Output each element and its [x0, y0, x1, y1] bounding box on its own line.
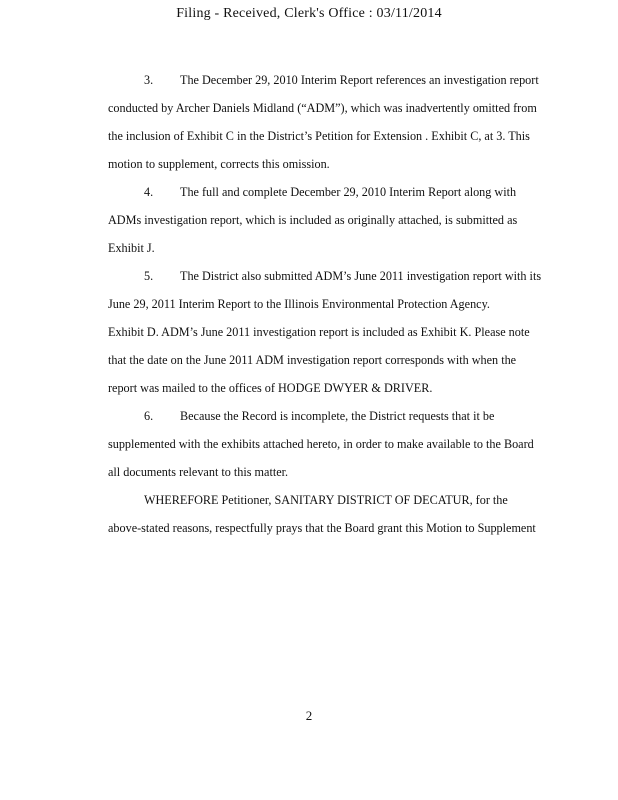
- wherefore-line: above-stated reasons, respectfully prays that the Board grant this Motion to Supplement: [108, 521, 536, 535]
- paragraph-line: supplemented with the exhibits attached hereto, in order to make available to the Board: [108, 437, 534, 451]
- paragraph-line: The full and complete December 29, 2010 Interim Report along with: [180, 185, 517, 199]
- paragraph-line: The District also submitted ADM’s June 2011 investigation report with its: [180, 269, 542, 283]
- paragraph-number: 3.: [144, 73, 154, 87]
- paragraph-number: 5.: [144, 269, 154, 283]
- paragraph-line: Exhibit D. ADM’s June 2011 investigation report is included as Exhibit K. Please note: [108, 325, 530, 339]
- page-number: 2: [305, 708, 313, 723]
- paragraph-line: ADMs investigation report, which is included as originally attached, is submitted as: [108, 213, 518, 227]
- paragraph-line: all documents relevant to this matter.: [108, 465, 289, 479]
- paragraph-line: June 29, 2011 Interim Report to the Illinois Environmental Protection Agency.: [108, 297, 490, 311]
- paragraph-line: Exhibit J.: [108, 241, 155, 255]
- paragraph-4: [108, 178, 586, 262]
- document-body: [108, 66, 586, 542]
- paragraph-number: 4.: [144, 185, 154, 199]
- paragraph-line: report was mailed to the offices of HODGE DWYER & DRIVER.: [108, 381, 433, 395]
- paragraph-line: that the date on the June 2011 ADM investigation report corresponds with when the: [108, 353, 517, 367]
- paragraph-3: [108, 66, 586, 178]
- paragraph-line: Because the Record is incomplete, the District requests that it be: [180, 409, 495, 423]
- paragraph-5: [108, 262, 586, 402]
- paragraph-line: The December 29, 2010 Interim Report references an investigation report: [180, 73, 539, 87]
- paragraph-line: motion to supplement, corrects this omission.: [108, 157, 330, 171]
- wherefore-clause: [108, 486, 586, 542]
- paragraph-6: [108, 402, 586, 486]
- filing-header: Filing - Received, Clerk's Office : 03/11/2014: [176, 6, 442, 21]
- paragraph-line: conducted by Archer Daniels Midland (“ADM”), which was inadvertently omitted from: [108, 101, 537, 115]
- paragraph-line: the inclusion of Exhibit C in the District’s Petition for Extension . Exhibit C, at 3. This: [108, 129, 530, 143]
- wherefore-line: WHEREFORE Petitioner, SANITARY DISTRICT OF DECATUR, for the: [144, 493, 508, 507]
- paragraph-number: 6.: [144, 409, 154, 423]
